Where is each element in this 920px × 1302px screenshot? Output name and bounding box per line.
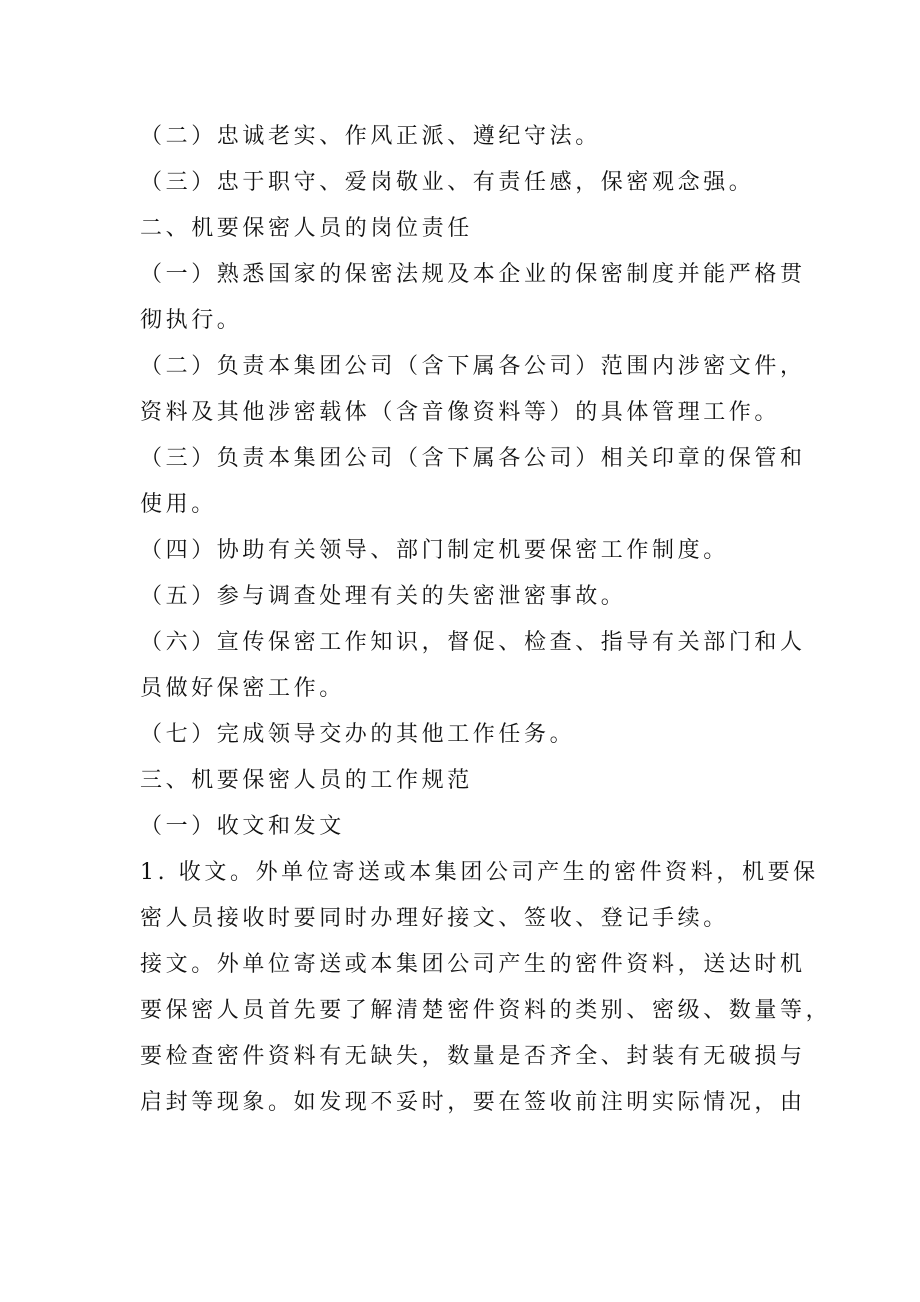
- document-body: [140, 114, 832, 1126]
- text-line: 资料及其他涉密载体（含音像资料等）的具体管理工作。: [140, 400, 781, 425]
- text-line: 密人员接收时要同时办理好接文、签收、登记手续。: [140, 906, 729, 931]
- text-line: 启封等现象。如发现不妥时，要在签收前注明实际情况，由: [140, 1090, 806, 1115]
- text-line: （六）宣传保密工作知识，督促、检查、指导有关部门和人: [140, 630, 806, 655]
- text-line: （一）熟悉国家的保密法规及本企业的保密制度并能严格贯: [140, 262, 806, 287]
- text-line: （五）参与调查处理有关的失密泄密事故。: [140, 584, 627, 609]
- text-line: 要检查密件资料有无缺失，数量是否齐全、封装有无破损与: [140, 1044, 806, 1069]
- text-line: 接文。外单位寄送或本集团公司产生的密件资料，送达时机: [140, 952, 806, 977]
- text-line: （二）负责本集团公司（含下属各公司）范围内涉密文件，: [140, 354, 806, 379]
- text-line: （三）负责本集团公司（含下属各公司）相关印章的保管和: [140, 446, 806, 471]
- text-line: 要保密人员首先要了解清楚密件资料的类别、密级、数量等，: [140, 998, 832, 1023]
- section-heading: 二、机要保密人员的岗位责任: [140, 216, 473, 241]
- text-line: 员做好保密工作。: [140, 676, 345, 701]
- text-line: （三）忠于职守、爱岗敬业、有责任感，保密观念强。: [140, 170, 755, 195]
- text-line: 1. 收文。外单位寄送或本集团公司产生的密件资料，机要保: [140, 860, 819, 885]
- text-line: （一）收文和发文: [140, 814, 345, 839]
- text-line: （四）协助有关领导、部门制定机要保密工作制度。: [140, 538, 729, 563]
- section-heading: 三、机要保密人员的工作规范: [140, 768, 473, 793]
- text-line: 使用。: [140, 492, 217, 517]
- text-line: （二）忠诚老实、作风正派、遵纪守法。: [140, 124, 601, 149]
- text-line: 彻执行。: [140, 308, 243, 333]
- text-line: （七）完成领导交办的其他工作任务。: [140, 722, 576, 747]
